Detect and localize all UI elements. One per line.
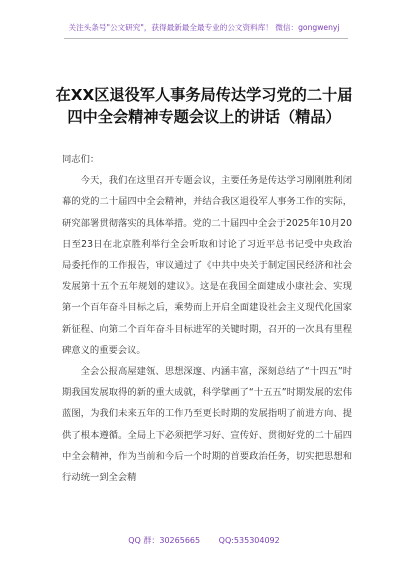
document-title [40,84,368,128]
footer-qq-group: QQ 群：30265665 [128,536,201,545]
paragraph-1: 今天，我们在这里召开专题会议，主要任务是传达学习刚刚胜利闭幕的党的二十届四中全会精神，并结合我区退役军人事务工作的实际，研究部署贯彻落实的具体举措。党的二十届四中全会于2025年10月20日至23日在北京胜利举行全会听取和讨论了习近平总书记受中央政治局委托作的工作报告，审议通过了《中共中央关于制定国民经济和社会发展第十五个五年规划的建议》。这是在我国全面建成小康社会、实现第一个百年奋斗目标之后，乘势而上开启全面建设社会主义现代化国家新征程、向第二个百年奋斗目标进军的关键时期，召开的一次具有里程碑意义的重要会议。 [62,175,352,356]
header-divider [64,38,348,39]
footer-qq-number: QQ:535304092 [218,536,280,545]
title-line-2: 四中全会精神专题会议上的讲话（精品） [67,108,341,126]
paragraph-2: 全会公报高屋建瓴、思想深邃、内涵丰富，深刻总结了“十四五”时期我国发展取得的新的重大成就，科学擘画了“十五五”时期发展的宏伟蓝图，为我们未来五年的工作乃至更长时期的发展指明了前进方向、提供了根本遵循。全局上下必须把学习好、宣传好、贯彻好党的二十届四中全会精神，作为当前和今后一个时期的首要政治任务，切实把思想和行动统一到全会精 [62,366,352,484]
footer-contact [40,535,368,546]
title-line-1: 在XX区退役军人事务局传达学习党的二十届 [55,86,353,104]
header-promo-note: 关注头条号"公文研究"，获得最新最全最专业的公文资料库！ 微信：gongwenyj [68,23,340,32]
salutation: 同志们： [62,154,100,165]
document-body [62,149,352,488]
